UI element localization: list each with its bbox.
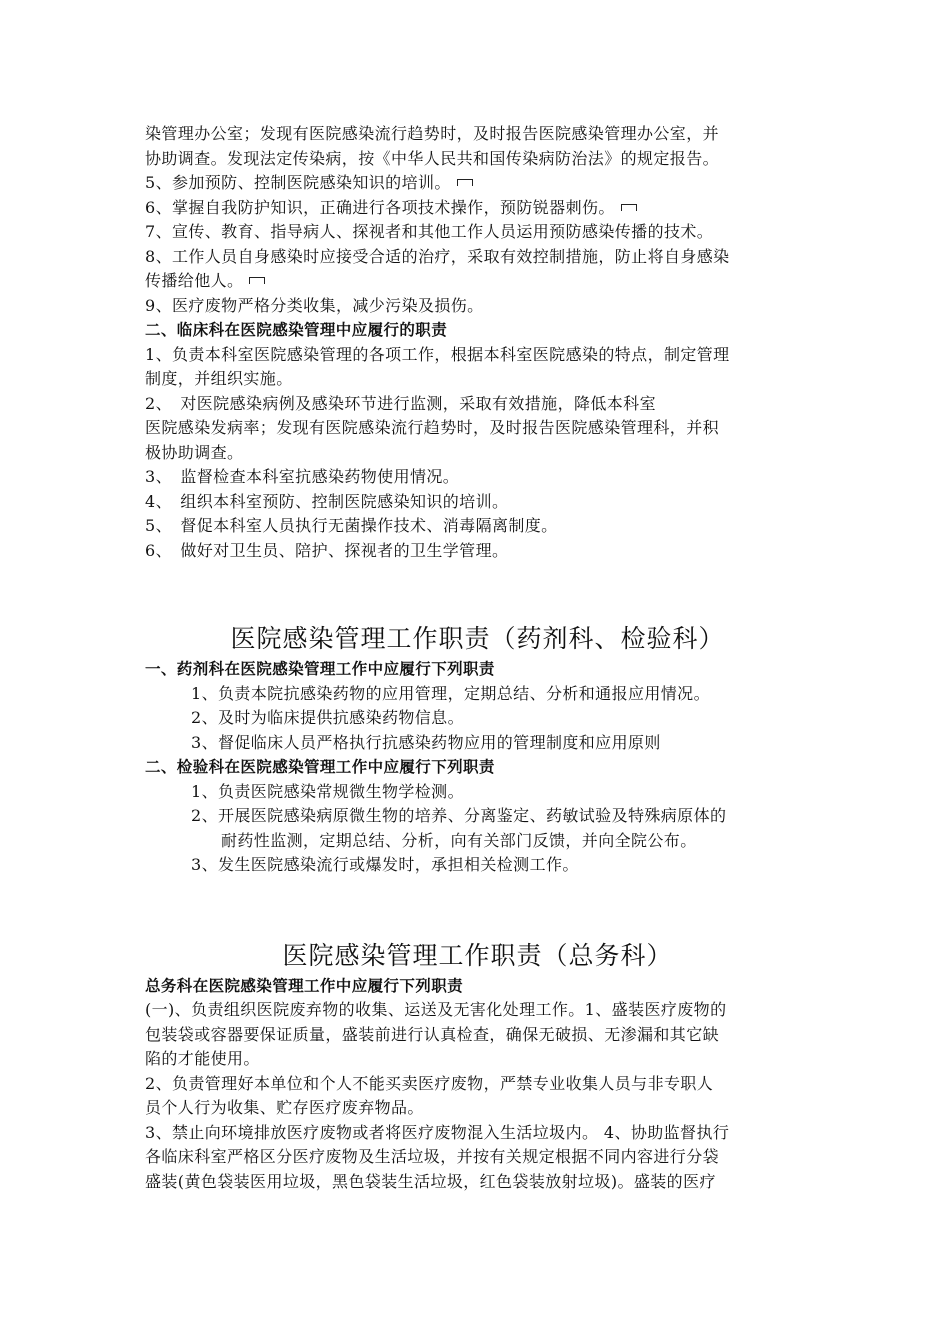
- paragraph-mark-icon: [457, 179, 473, 186]
- section-general-affairs: [145, 938, 810, 1195]
- list-item: 3、 监督检查本科室抗感染药物使用情况。: [145, 467, 460, 486]
- list-item: 1、负责医院感染常规微生物学检测。: [191, 781, 464, 801]
- section-heading: 医院感染管理工作职责（总务科）: [282, 940, 673, 970]
- list-item-continuation: 耐药性监测，定期总结、分析，向有关部门反馈，并向全院公布。: [221, 830, 697, 850]
- list-item: 7、宣传、教育、指导病人、探视者和其他工作人员运用预防感染传播的技术。: [145, 222, 714, 241]
- paragraph-line: 包装袋或容器要保证质量，盛装前进行认真检查，确保无破损、无渗漏和其它缺: [145, 1024, 720, 1044]
- list-item: [145, 171, 810, 196]
- paragraph-line: (一)、负责组织医院废弃物的收集、运送及无害化处理工作。1、盛装医疗废物的: [145, 1000, 727, 1019]
- document-page: [145, 122, 810, 1194]
- paragraph-mark-icon: [621, 204, 637, 211]
- list-item: 9、医疗废物严格分类收集，减少污染及损伤。: [145, 295, 484, 315]
- list-item-text: 传播给他人。: [145, 271, 244, 290]
- list-item: 8、工作人员自身感染时应接受合适的治疗，采取有效控制措施，防止将自身感染: [145, 246, 730, 266]
- list-item: 2、开展医院感染病原微生物的培养、分离鉴定、药敏试验及特殊病原体的: [191, 806, 727, 825]
- general-affairs-duties-title: 总务科在医院感染管理工作中应履行下列职责: [145, 976, 464, 995]
- paragraph-line: 各临床科室严格区分医疗废物及生活垃圾，并按有关规定根据不同内容进行分袋: [145, 1147, 720, 1166]
- list-item-continuation: 医院感染发病率；发现有医院感染流行趋势时，及时报告医院感染管理科，并积: [145, 418, 720, 437]
- section-heading: 医院感染管理工作职责（药剂科、检验科）: [230, 624, 725, 653]
- list-item-continuation: 极协助调查。: [145, 442, 244, 462]
- list-item-continuation: [145, 269, 810, 294]
- list-item: 2、及时为临床提供抗感染药物信息。: [191, 708, 464, 727]
- clinical-duties-title: 二、临床科在医院感染管理中应履行的职责: [145, 321, 448, 339]
- list-item: 1、负责本院抗感染药物的应用管理，定期总结、分析和通报应用情况。: [191, 683, 710, 703]
- section-duties-continued: [145, 122, 810, 563]
- list-item-continuation: 制度，并组织实施。: [145, 369, 293, 388]
- paragraph-line: 盛装(黄色袋装医用垃圾，黑色袋装生活垃圾，红色袋装放射垃圾)。盛装的医疗: [145, 1171, 716, 1191]
- paragraph-line: 陷的才能使用。: [145, 1049, 260, 1068]
- paragraph-mark-icon: [249, 277, 265, 284]
- list-item: [145, 196, 810, 221]
- list-item-text: 5、参加预防、控制医院感染知识的培训。: [145, 173, 451, 192]
- list-item: 3、督促临床人员严格执行抗感染药物应用的管理制度和应用原则: [191, 732, 661, 752]
- list-item: 2、 对医院感染病例及感染环节进行监测，采取有效措施，降低本科室: [145, 393, 656, 413]
- lab-duties-title: 二、检验科在医院感染管理工作中应履行下列职责: [145, 758, 495, 776]
- paragraph-line: 协助调查。发现法定传染病，按《中华人民共和国传染病防治法》的规定报告。: [145, 148, 720, 168]
- list-item: 6、 做好对卫生员、陪护、探视者的卫生学管理。: [145, 540, 509, 560]
- list-item: 5、 督促本科室人员执行无菌操作技术、消毒隔离制度。: [145, 516, 558, 535]
- list-item: 4、 组织本科室预防、控制医院感染知识的培训。: [145, 491, 509, 511]
- paragraph-line: 3、禁止向环境排放医疗废物或者将医疗废物混入生活垃圾内。 4、协助监督执行: [145, 1122, 730, 1142]
- list-item: 1、负责本科室医院感染管理的各项工作，根据本科室医院感染的特点，制定管理: [145, 344, 730, 364]
- paragraph-line: 2、负责管理好本单位和个人不能买卖医疗废物，严禁专业收集人员与非专职人: [145, 1073, 714, 1093]
- paragraph-line: 染管理办公室；发现有医院感染流行趋势时，及时报告医院感染管理办公室，并: [145, 124, 720, 143]
- paragraph-line: 员个人行为收集、贮存医疗废弃物品。: [145, 1098, 424, 1117]
- list-item-text: 6、掌握自我防护知识，正确进行各项技术操作，预防锐器刺伤。: [145, 197, 615, 217]
- pharmacy-duties-title: 一、药剂科在医院感染管理工作中应履行下列职责: [145, 660, 495, 678]
- list-item: 3、发生医院感染流行或爆发时，承担相关检测工作。: [191, 855, 579, 874]
- section-pharmacy-lab: [145, 621, 810, 878]
